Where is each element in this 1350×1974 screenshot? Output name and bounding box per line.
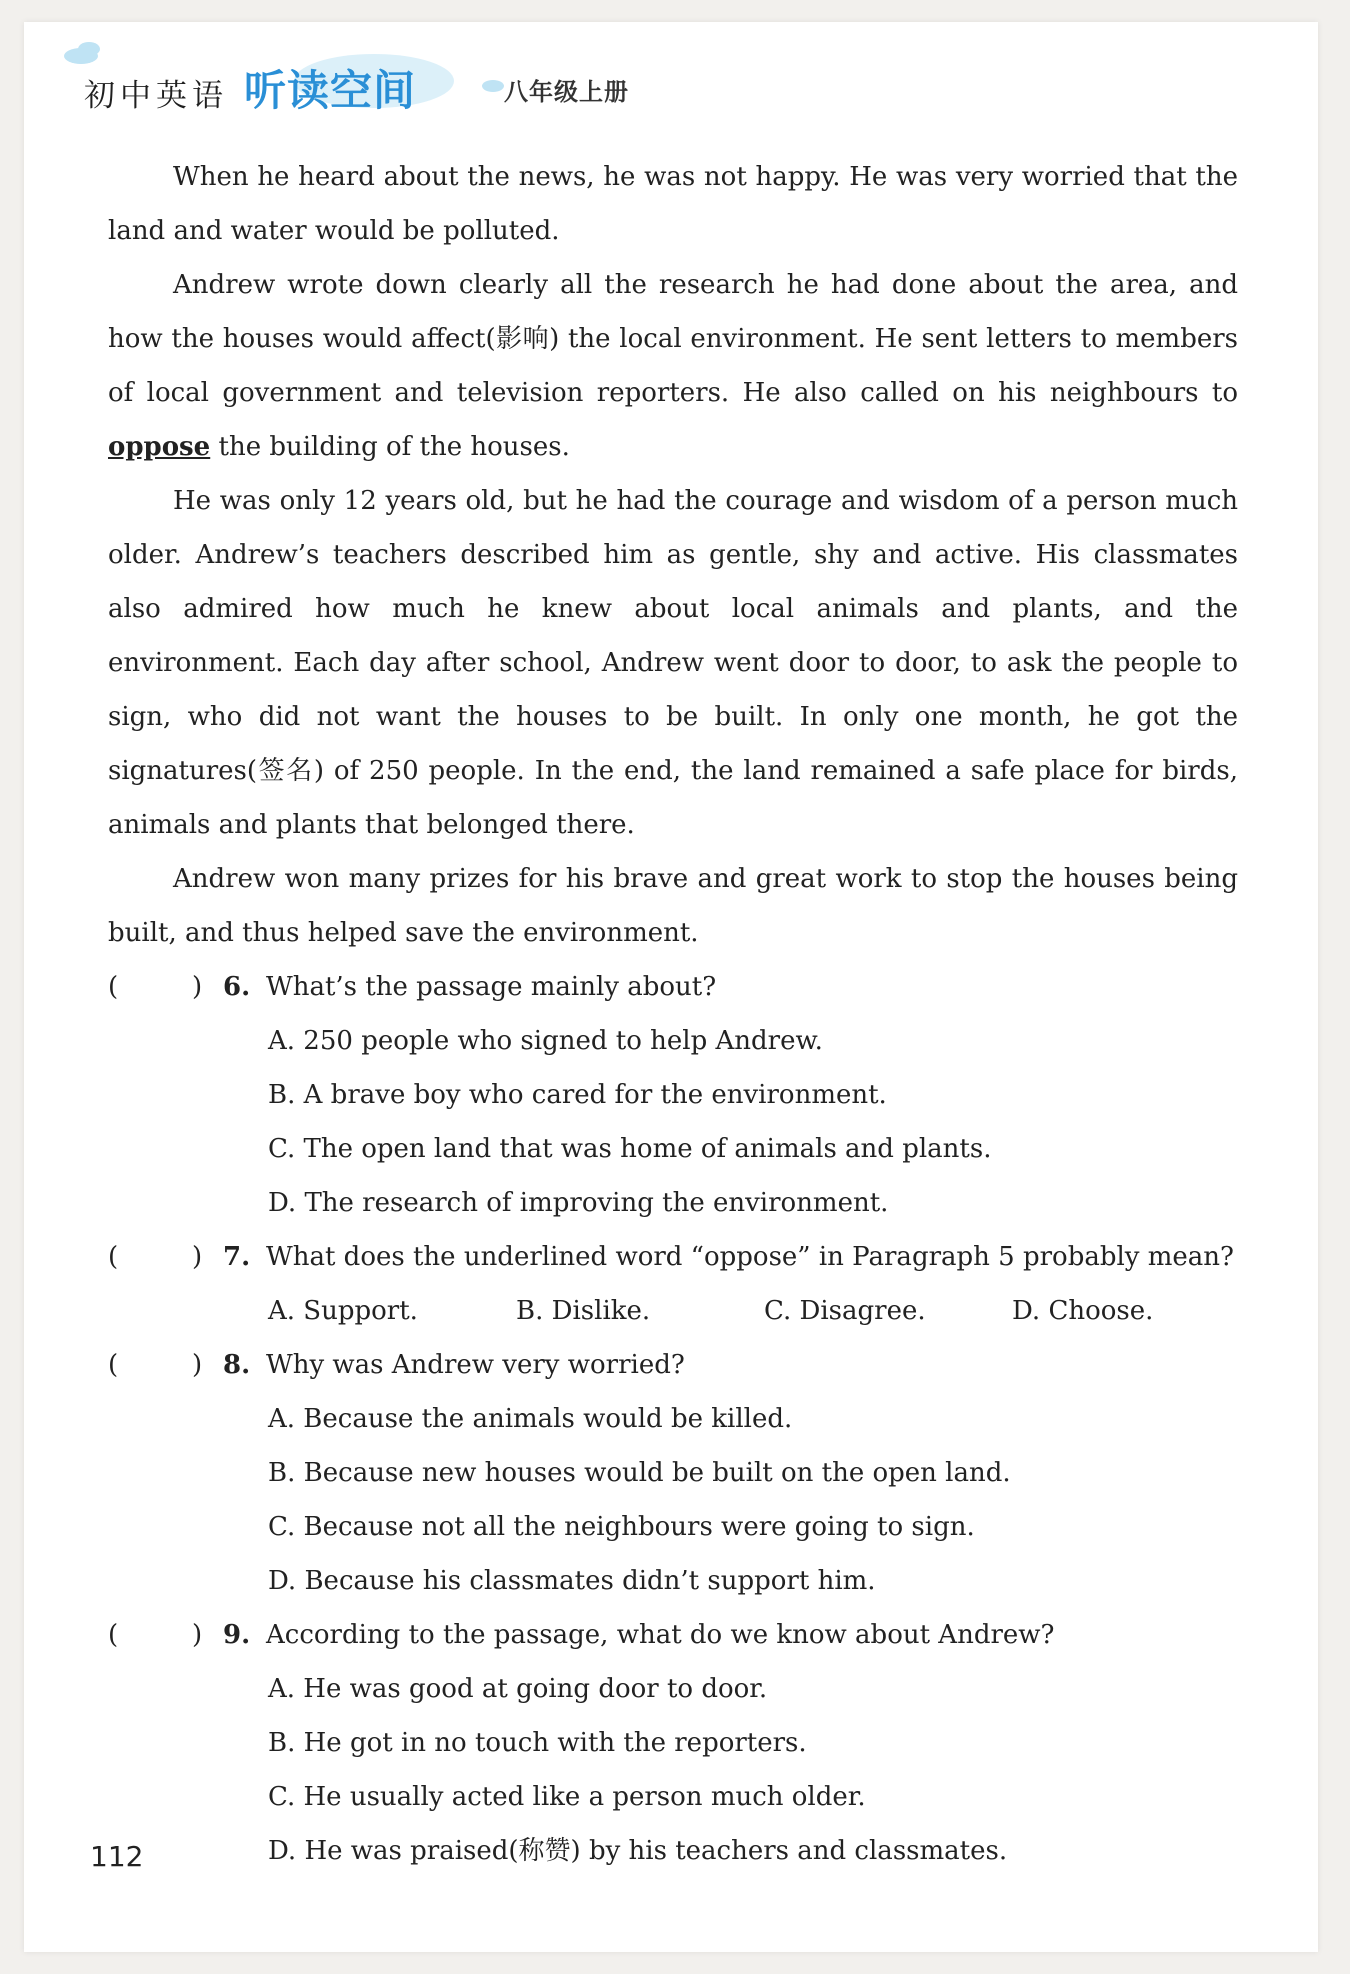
answer-blank-close: ) [192, 972, 203, 1002]
paragraph-text: Andrew wrote down clearly all the research he had done about the area, and how the houses would affect(影响) the local environment. He sent letters to members of local government and television reporters. He also called on his neighbours to [108, 270, 1238, 408]
option: D. The research of improving the environment. [268, 1188, 889, 1218]
page-number: 112 [90, 1840, 144, 1873]
cloud-decoration-icon [482, 80, 504, 92]
brand-title: 听读空间 [244, 66, 417, 115]
question-9 [108, 1608, 1238, 1878]
textbook-page [24, 22, 1318, 1952]
paragraph-text: the building of the houses. [210, 432, 570, 462]
option: D. Because his classmates didn’t support him. [268, 1566, 876, 1596]
answer-blank-open: ( [108, 1242, 119, 1272]
question-text: What’s the passage mainly about? [266, 972, 717, 1002]
paragraph: He was only 12 years old, but he had the courage and wisdom of a person much older. Andrew’s teachers described him as gentle, shy and active. His classmates also admired how much he knew about local animals and plants, and the environment. Each day after school, Andrew went door to door, to ask the people to sign, who did not want the houses to be built. In only one month, he got the signatures(签名) of 250 people. In the end, the land remained a safe place for birds, animals and plants that belonged there. [108, 486, 1238, 840]
question-text: According to the passage, what do we know about Andrew? [266, 1620, 1055, 1650]
grade-label: 八年级上册 [504, 78, 629, 106]
option: B. Dislike. [516, 1296, 651, 1326]
question-number: 6. [223, 972, 251, 1002]
option: B. A brave boy who cared for the environment. [268, 1080, 887, 1110]
question-text: What does the underlined word “oppose” in Paragraph 5 probably mean? [266, 1242, 1234, 1272]
underlined-word: oppose [108, 432, 211, 462]
option: A. Support. [268, 1296, 418, 1326]
answer-blank-open: ( [108, 1350, 119, 1380]
question-6 [108, 960, 1238, 1230]
question-7 [108, 1230, 1238, 1338]
option: A. Because the animals would be killed. [268, 1404, 793, 1434]
paragraph: Andrew won many prizes for his brave and great work to stop the houses being built, and thus helped save the environment. [108, 864, 1238, 948]
option: D. He was praised(称赞) by his teachers and classmates. [268, 1836, 1008, 1866]
paragraph [108, 258, 1238, 474]
option: D. Choose. [1012, 1296, 1154, 1326]
page-header [64, 40, 1064, 130]
option: A. He was good at going door to door. [268, 1674, 768, 1704]
option: B. Because new houses would be built on the open land. [268, 1458, 1011, 1488]
answer-blank-open: ( [108, 1620, 119, 1650]
page-content [108, 150, 1238, 1878]
question-text: Why was Andrew very worried? [266, 1350, 685, 1380]
paragraph: When he heard about the news, he was not happy. He was very worried that the land and water would be polluted. [108, 162, 1238, 246]
option: C. Because not all the neighbours were going to sign. [268, 1512, 975, 1542]
option: A. 250 people who signed to help Andrew. [268, 1026, 823, 1056]
question-8 [108, 1338, 1238, 1608]
answer-blank-close: ) [192, 1620, 203, 1650]
option: C. He usually acted like a person much older. [268, 1782, 866, 1812]
question-number: 7. [223, 1242, 251, 1272]
answer-blank-open: ( [108, 972, 119, 1002]
answer-blank-close: ) [192, 1350, 203, 1380]
question-number: 8. [223, 1350, 251, 1380]
option: C. The open land that was home of animals and plants. [268, 1134, 992, 1164]
answer-blank-close: ) [192, 1242, 203, 1272]
question-number: 9. [223, 1620, 251, 1650]
series-title: 初中英语 [84, 78, 228, 114]
cloud-decoration-icon [78, 42, 100, 56]
option: B. He got in no touch with the reporters. [268, 1728, 807, 1758]
option: C. Disagree. [764, 1296, 926, 1326]
